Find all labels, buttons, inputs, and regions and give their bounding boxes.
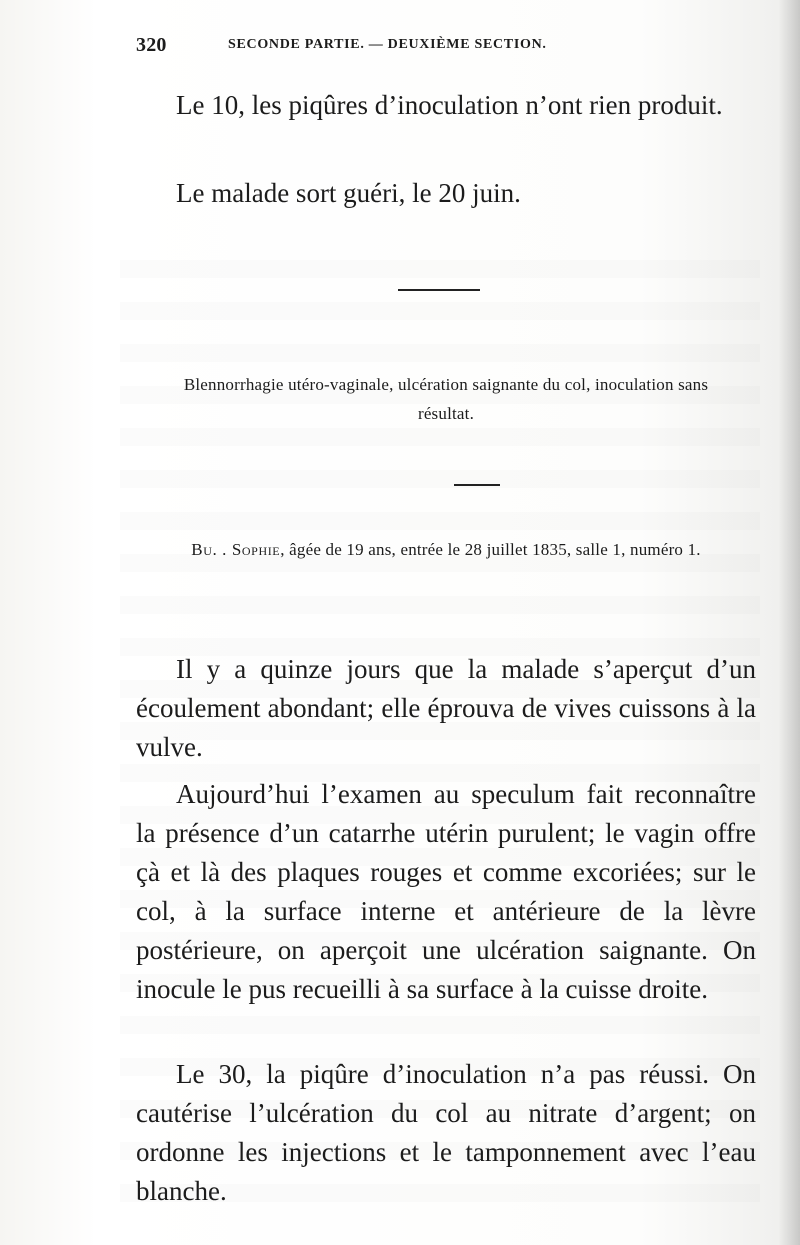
page-number: 320 bbox=[136, 34, 167, 56]
section-separator-rule bbox=[398, 289, 480, 291]
patient-name: Bu. . Sophie bbox=[191, 540, 281, 559]
case-paragraph-3: Le 30, la piqûre d’inoculation n’a pas réussi. On cautérise l’ulcération du col au nitrate d’argent; on ordonne les injections et le tamponnement avec l’eau blanche. bbox=[136, 1059, 756, 1206]
patient-line bbox=[136, 535, 756, 564]
previous-case-paragraph-1: Le 10, les piqûres d’inoculation n’ont rien produit. bbox=[176, 90, 723, 120]
running-title: SECONDE PARTIE. — DEUXIÈME SECTION. bbox=[228, 37, 547, 52]
case-paragraph-2: Aujourd’hui l’examen au speculum fait reconnaître la présence d’un catarrhe utérin purulent; le vagin offre çà et là des plaques rouges et comme excoriées; sur le col, à la surface interne et antérieure de la lèvre postérieure, on aperçoit une ulcération saignante. On inocule le pus recueilli à sa surface à la cuisse droite. bbox=[136, 779, 756, 1004]
running-header bbox=[136, 34, 696, 62]
previous-case-paragraph-2: Le malade sort guéri, le 20 juin. bbox=[176, 178, 521, 208]
case-title: Blennorrhagie utéro-vaginale, ulcération saignante du col, inoculation sans résultat. bbox=[183, 375, 709, 423]
page-edge-shadow bbox=[778, 0, 800, 1245]
case-paragraph-1: Il y a quinze jours que la malade s’aperçut d’un écoulement abondant; elle éprouva de vives cuissons à la vulve. bbox=[136, 654, 756, 762]
case-separator-rule bbox=[454, 484, 500, 486]
patient-details: , âgée de 19 ans, entrée le 28 juillet 1835, salle 1, numéro 1. bbox=[280, 540, 701, 559]
